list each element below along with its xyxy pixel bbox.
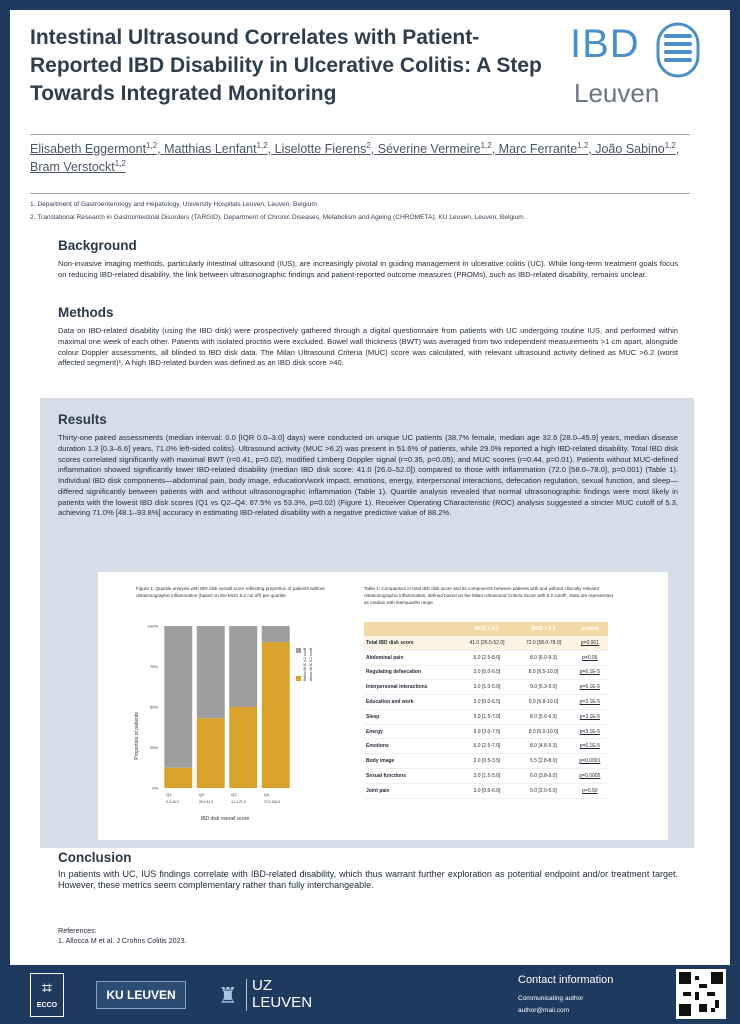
reference-item: 1. Allocca M et al. J Crohns Colitis 2023. (58, 936, 187, 946)
table-cell: 5.0 [2.0-5.0] (515, 783, 572, 798)
table-row (364, 636, 608, 650)
table-cell: Total IBD disk score (364, 636, 459, 650)
legend-swatch-below (296, 648, 301, 653)
qr-code-icon (679, 972, 723, 1016)
bar-above-cutoff (164, 768, 192, 788)
legend-label: Below MUC 6.2 cutoff (303, 648, 307, 681)
author: Bram Verstockt (30, 160, 115, 175)
bar-above-cutoff (197, 718, 225, 788)
table-row (364, 709, 608, 724)
table-cell: 5.0 [1.5-7.0] (459, 709, 516, 724)
table-cell: 6.0 [2.5-7.0] (459, 739, 516, 754)
leuven-text: LEUVEN (252, 994, 313, 1011)
table-cell: 3.0 [1.0-5.0] (459, 680, 516, 695)
table-cell: 3.0 [0.0-6.5] (459, 695, 516, 710)
bar-below-cutoff (164, 626, 192, 768)
table-cell: 3.0 [0.5-6.0] (459, 783, 516, 798)
author: Elisabeth Eggermont (30, 142, 147, 157)
qr-code[interactable] (676, 969, 726, 1019)
divider (30, 134, 690, 135)
bar-below-cutoff (262, 626, 290, 642)
table-row (364, 739, 608, 754)
table-row (364, 680, 608, 695)
comparison-table (364, 622, 608, 799)
results-text: Thirty-one paired assessments (median interval: 0.0 [IQR 0.0–3.0] days) were conducted on unique UC patients (38.7% female, median age 32.6 [28.0–45.9] years, median disease duration 1.3 [0.3–6.6] years, 71.0% left-sided colitis). Ultrasound activity (MUC >6.2) was present in 51.6% of patients, while 29.0% reported a high IBD-related disability. Total IBD disk scores correlated significantly with maximal BWT (r=0.41, p=0.02), modified Limberg Doppler signal (r=0.35, p=0.05), and MUC scores (r=0.44, p=0.01). Patients without MUC-defined inflammation showed significantly lower IBD-related disability (median IBD disk score: 41.0 [26.0–52.0]) compared to those with inflammation (72.0 [58.0–78.0], p=0.001) (Table 1). Individual IBD disk components—abdominal pain, body image, education/work impact, emotions, energy, interpersonal interactions, defecation regulation, sexual function, and sleep—differed significantly between patients with and without ultrasonographic inflammation (Table 1). Quartile analysis revealed that normal ultrasonographic findings were most likely in patients with the lowest IBD disk scores (Q1 vs Q2–Q4: 87.5% vs 53.3%, p=0.02) (Figure 1). Receiver Operating Characteristic (ROC) analysis suggested a stricter MUC cutoff of 5.3, achieving 71.0% [48.1–93.8%] accuracy in estimating IBD-related disability with a negative predictive value of 88.2%. (58, 433, 678, 518)
table-cell: p=3.1E-5 (572, 695, 608, 710)
y-tick-label: 0% (152, 785, 158, 791)
table-cell: 3.0 [0.0-6.5] (459, 665, 516, 680)
table-row (364, 769, 608, 784)
ku-leuven-logo: KU LEUVEN (96, 981, 186, 1009)
table-row (364, 695, 608, 710)
table-caption: Table 1: Comparison in total IBD disk score and its components between patients with and without clinically relevant ultrasonographic inflammation, defined based on the Milan Ultrasound Criteria Score with 6.2 cutoff¹. Data are represented as median with interquartile range. (364, 586, 613, 605)
table-cell: p=0.0005 (572, 769, 608, 784)
legend-swatch-above (296, 676, 301, 681)
table-cell: 3.0 [1.5-5.0] (459, 769, 516, 784)
conclusion-heading: Conclusion (58, 850, 132, 865)
table-cell: 8.0 [5.0-9.3] (515, 709, 572, 724)
uz-text: UZ (252, 977, 272, 994)
methods-heading: Methods (58, 305, 114, 320)
x-tick-sublabel: 0.0-26.0 (166, 800, 179, 804)
bar-below-cutoff (197, 626, 225, 718)
building-icon: ♜ (218, 983, 238, 1008)
affiliation: 2. Translational Research in Gastrointestinal Disorders (TARGID), Department of Chronic Diseases, Metabolism and Ageing (CHROMETA), KU Leuven, Leuven, Belgium . (30, 214, 528, 222)
figure-caption: Figure 1: Quartile analysis with IBD disk overall score reflecting proportion of patients without ultrasonographic inflammation (based on the MUC 6.2 cut off) per quartile. (136, 586, 325, 598)
background-section (58, 238, 678, 281)
y-tick-label: 100% (147, 623, 158, 629)
table-cell: Regulating defaecation (364, 665, 459, 680)
methods-text: Data on IBD-related disability (using the IBD disk) were prospectively gathered through a digital questionnaire from patients with UC undergoing routine IUS, and performed within maximal one week of each other. Patients with isolated proctitis were excluded. Bowel wall thickness (BWT) was averaged from two independent measurements >1 cm apart, alongside colour Doppler assessments, all blinded to IBD disk data. The Milan Ultrasound Criteria (MUC) score was calculated, with relevant ultrasound activity defined as MUC >6.2 (worst affected segment)¹. A high IBD-related burden was defined as an IBD disk score >40. (58, 326, 678, 368)
bar-above-cutoff (229, 707, 257, 788)
y-axis-label: Proportion of patients (134, 712, 140, 760)
background-heading: Background (58, 238, 137, 253)
author: Marc Ferrante (498, 142, 578, 157)
table-cell: p=0.001 (572, 636, 608, 650)
y-tick-label: 50% (149, 704, 158, 710)
ecco-emblem-icon: ⌗ (41, 978, 53, 998)
legend-label: Above MUC 6.2 cutoff (309, 648, 313, 682)
table-cell: Body image (364, 754, 459, 769)
table-cell: Emotions (364, 739, 459, 754)
table-cell: p=0.05 (572, 650, 608, 665)
table-row (364, 783, 608, 798)
logo-ibd-text: IBD (570, 22, 640, 66)
x-tick-label: Q4 (263, 792, 270, 797)
table-cell: p=0.0001 (572, 754, 608, 769)
table-cell: Joint pain (364, 783, 459, 798)
author: João Sabino (595, 142, 665, 157)
footer (0, 965, 740, 1024)
x-tick-sublabel: 72.0-100.0 (263, 800, 280, 804)
x-tick-sublabel: 41.0-71.0 (231, 800, 246, 804)
table-cell: 9.0 [6.8-10.0] (515, 695, 572, 710)
table-cell: Sleep (364, 709, 459, 724)
conclusion-text: In patients with UC, IUS findings correlate with IBD-related disability, which thus warrant further exploration as potential endpoint and/or treatment target. However, these metrics seem complementary rather than fully interchangeable. (58, 869, 678, 891)
table-cell: p=3.1E-5 (572, 709, 608, 724)
author-list[interactable]: Elisabeth Eggermont$^{1,2}$, Matthias Lenfant$^{1,2}$, Liselotte Fierens$^2$, Séverine Vermeire$^{1,2}$, Marc Ferrante$^{1,2}$, João Sabino$^{1,2}$, Bram Verstockt$^{1,2}$ (30, 141, 680, 175)
background-text: Non-invasive imaging methods, particularly intestinal ultrasound (IUS), are increasingly pivotal in guiding management in ulcerative colitis (UC). While long-term treatment goals focus on reducing IBD-related disability, the link between ultrasonographic findings and patient-reported outcome measures (PROMs), such as IBD-related disability, remains unclear. (58, 259, 678, 279)
table-cell: 8.0 [4.8-9.3] (515, 739, 572, 754)
table-cell: p=6.1E-5 (572, 680, 608, 695)
table-row (364, 665, 608, 680)
table-cell: 6.0 [3.8-9.0] (515, 769, 572, 784)
x-tick-label: Q1 (166, 792, 172, 797)
table-cell: 8.0 [6.5-10.0] (515, 665, 572, 680)
references (58, 926, 187, 947)
table-cell: 9.0 [5.3-9.0] (515, 680, 572, 695)
table-cell: 2.0 [0.5-3.5] (459, 754, 516, 769)
table-cell: 5.5 [2.8-8.0] (515, 754, 572, 769)
y-tick-label: 75% (149, 664, 158, 669)
contact-title: Contact information (518, 974, 614, 986)
author: Séverine Vermeire (377, 142, 481, 157)
table-cell: 41.0 [26.0-52.0] (459, 636, 516, 650)
table-cell: Education and work (364, 695, 459, 710)
author: Liselotte Fierens (274, 142, 367, 157)
table-cell: 6.0 [3.0-7.5] (459, 724, 516, 739)
ecco-logo (30, 973, 64, 1017)
methods-section (58, 305, 678, 369)
table-row (364, 650, 608, 665)
uz-leuven-logo (218, 979, 328, 1013)
author: Matthias Lenfant (164, 142, 257, 157)
table-cell: Interpersonal interactions (364, 680, 459, 695)
affiliations (30, 198, 690, 224)
x-tick-label: Q3 (231, 792, 237, 797)
references-heading: References: (58, 926, 97, 935)
table-row (364, 724, 608, 739)
ibd-leuven-logo (570, 22, 710, 112)
contact-email[interactable]: author@mail.com (518, 1007, 570, 1014)
x-tick-sublabel: 26.0-41.0 (198, 800, 214, 804)
conclusion-section (58, 850, 678, 892)
x-axis-label: IBD disk overall score (200, 816, 250, 822)
intestine-icon (648, 22, 708, 80)
y-tick-label: 25% (149, 745, 158, 750)
table-cell: 6.0 [2.5-8.0] (459, 650, 516, 665)
chart-legend (296, 648, 314, 692)
logo-divider (246, 979, 247, 1011)
table-cell: Abdominal pain (364, 650, 459, 665)
table-cell: p=0.50 (572, 783, 608, 798)
poster-title: Intestinal Ultrasound Correlates with Patient-Reported IBD Disability in Ulcerative Colitis: A Step Towards Integrated Monitoring (30, 26, 542, 106)
bar-above-cutoff (262, 642, 290, 788)
x-tick-label: Q2 (198, 792, 205, 797)
table-header-row: MUC ≤ 6.2 MUC > 6.2 p-value (364, 622, 608, 636)
ecco-label: ECCO (36, 1002, 58, 1009)
contact-role: Communicating author (518, 995, 584, 1002)
divider (30, 193, 690, 194)
table-cell: 8.0 [6.0-9.3] (515, 650, 572, 665)
table-cell: 8.0 [6.0-10.0] (515, 724, 572, 739)
table-row (364, 754, 608, 769)
table-cell: Energy (364, 724, 459, 739)
bar-below-cutoff (229, 626, 257, 707)
results-section (58, 412, 678, 519)
quartile-chart (130, 616, 310, 826)
affiliation: 1. Department of Gastroenterology and Hepatology, University Hospitals Leuven, Leuven, Belgium (30, 201, 317, 208)
results-heading: Results (58, 412, 107, 427)
table-cell: p=3.1E-5 (572, 724, 608, 739)
table-cell: p=6.1E-5 (572, 739, 608, 754)
table-cell: p=6.1E-5 (572, 665, 608, 680)
logo-leuven-text: Leuven (574, 78, 660, 108)
table-cell: Sexual functions (364, 769, 459, 784)
table-cell: 72.0 [58.0-78.0] (515, 636, 572, 650)
